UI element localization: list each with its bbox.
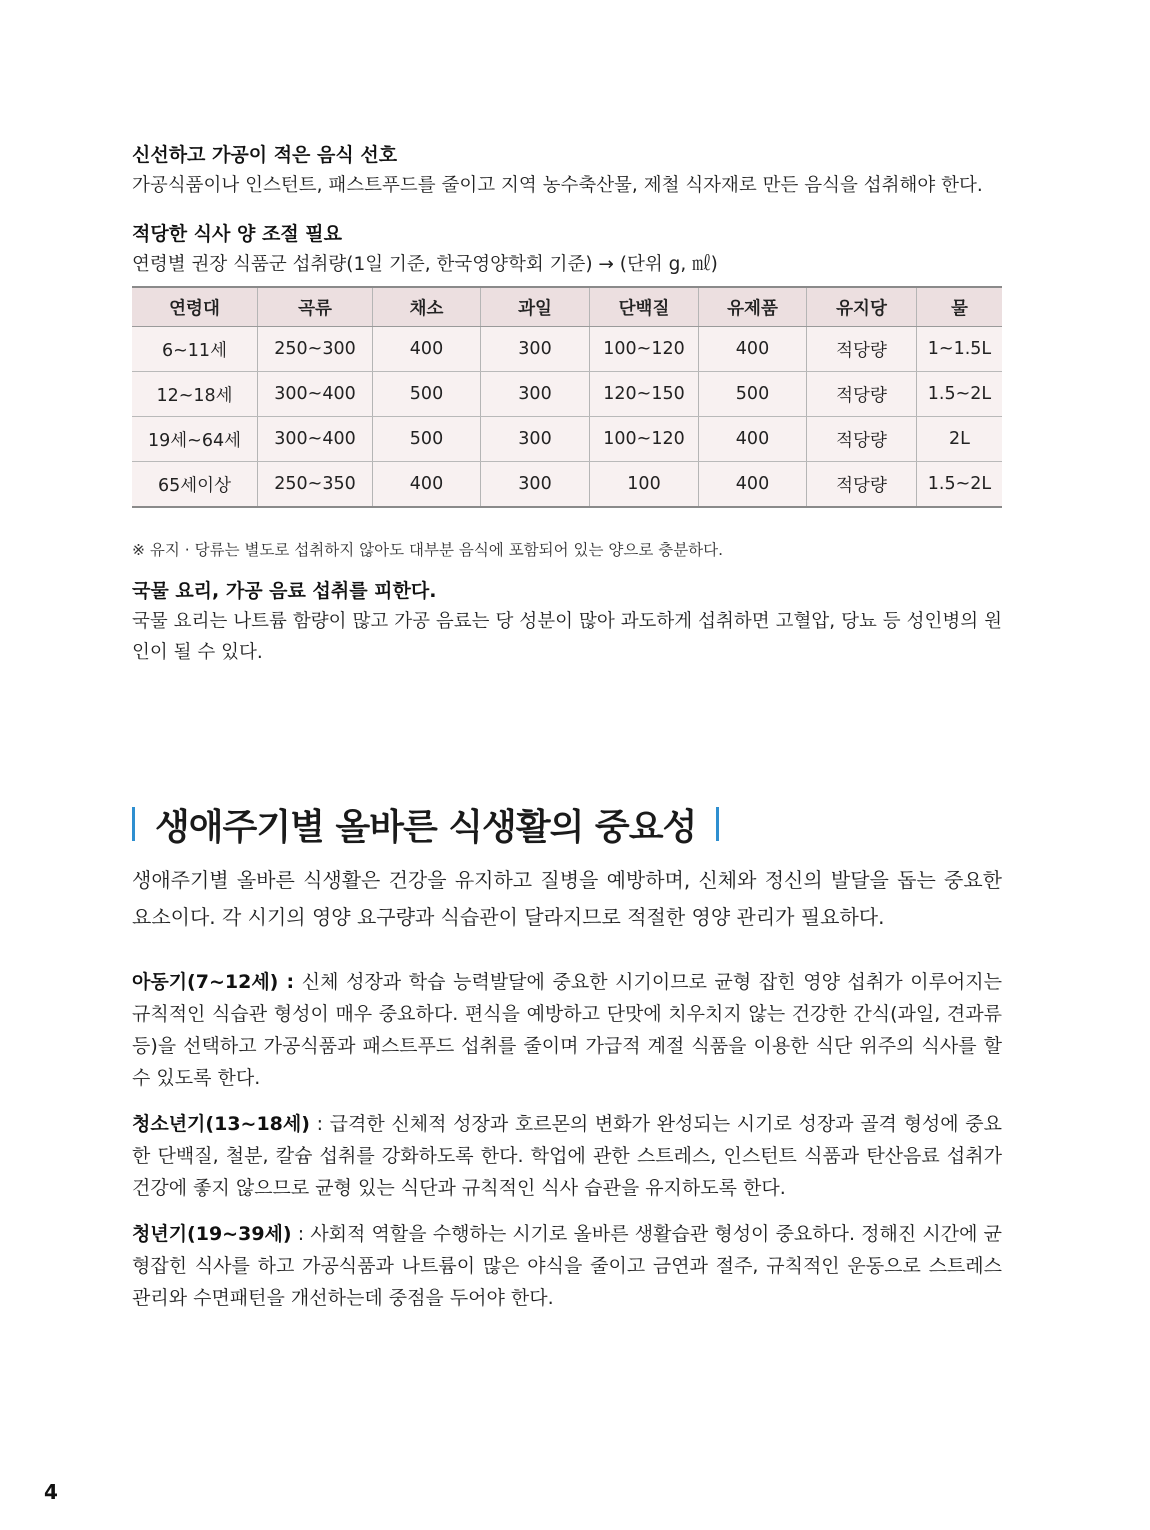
table-header-cell: 연령대 [132, 287, 258, 327]
stage-label: 청소년기(13~18세) [132, 1113, 310, 1135]
table-cell: 6~11세 [132, 327, 258, 372]
table-cell: 100~120 [590, 327, 699, 372]
table-cell: 300 [481, 372, 590, 417]
table-cell: 100~120 [590, 417, 699, 462]
title-left-bar [132, 807, 135, 841]
soup-drink-text: 국물 요리는 나트륨 함량이 많고 가공 음료는 당 성분이 많아 과도하게 섭취하면 고혈압, 당뇨 등 성인병의 원인이 될 수 있다. [132, 611, 1002, 663]
table-header-cell: 채소 [373, 287, 481, 327]
table-footnote: ※ 유지 · 당류는 별도로 섭취하지 않아도 대부분 음식에 포함되어 있는 양으로 충분하다. [132, 541, 724, 559]
table-header-cell: 단백질 [590, 287, 699, 327]
table-cell: 2L [917, 417, 1003, 462]
table-cell: 19세~64세 [132, 417, 258, 462]
table-cell: 500 [699, 372, 807, 417]
stage-label: 청년기(19~39세) [132, 1223, 292, 1245]
intake-table-caption: 연령별 권장 식품군 섭취량(1일 기준, 한국영양학회 기준) → (단위 g, ㎖) [132, 254, 718, 275]
stage-text: : 사회적 역할을 수행하는 시기로 올바른 생활습관 형성이 중요하다. 정해진 시간에 균형잡힌 식사를 하고 가공식품과 나트륨이 많은 야식을 줄이고 금연과 절주, 규칙적인 운동으로 스트레스 관리와 수면패턴을 개선하는데 중점을 두어야 한다. [132, 1223, 1002, 1309]
table-row [132, 327, 1002, 372]
table-cell: 300 [481, 417, 590, 462]
fresh-food-block [132, 140, 1002, 201]
table-header-cell: 과일 [481, 287, 590, 327]
table-cell: 400 [699, 417, 807, 462]
table-cell: 300~400 [258, 417, 373, 462]
table-cell: 65세이상 [132, 462, 258, 508]
upper-content [132, 140, 1002, 686]
meal-amount-heading: 적당한 식사 양 조절 필요 [132, 223, 342, 245]
table-row [132, 462, 1002, 508]
stage-text: 신체 성장과 학습 능력발달에 중요한 시기이므로 균형 잡힌 영양 섭취가 이루어지는 규칙적인 식습관 형성이 매우 중요하다. 편식을 예방하고 단맛에 치우치지 않는 건강한 간식(과일, 견과류 등)을 선택하고 가공식품과 패스트푸드 섭취를 줄이며 가급적 계절 식품을 이용한 식단 위주의 식사를 할 수 있도록 한다. [132, 971, 1002, 1089]
fresh-food-text: 가공식품이나 인스턴트, 패스트푸드를 줄이고 지역 농수축산물, 제철 식자재로 만든 음식을 섭취해야 한다. [132, 175, 983, 196]
table-cell: 적당량 [807, 417, 917, 462]
table-cell: 400 [699, 462, 807, 508]
meal-amount-block [132, 219, 1002, 560]
page-number: 4 [44, 1480, 58, 1504]
table-cell: 300 [481, 462, 590, 508]
table-cell: 1~1.5L [917, 327, 1003, 372]
table-cell: 1.5~2L [917, 462, 1003, 508]
table-header-cell: 유제품 [699, 287, 807, 327]
table-cell: 400 [373, 462, 481, 508]
table-cell: 적당량 [807, 327, 917, 372]
table-cell: 1.5~2L [917, 372, 1003, 417]
table-cell: 적당량 [807, 462, 917, 508]
stage-adolescence [132, 1108, 1002, 1204]
stage-young-adult [132, 1218, 1002, 1314]
table-cell: 250~350 [258, 462, 373, 508]
table-cell: 250~300 [258, 327, 373, 372]
section-title-text: 생애주기별 올바른 식생활의 중요성 [155, 806, 697, 848]
section-title [132, 796, 719, 852]
table-header-cell: 물 [917, 287, 1003, 327]
fresh-food-heading: 신선하고 가공이 적은 음식 선호 [132, 144, 398, 166]
table-cell: 500 [373, 417, 481, 462]
soup-drink-block [132, 576, 1002, 668]
table-cell: 300~400 [258, 372, 373, 417]
table-row [132, 372, 1002, 417]
table-cell: 400 [699, 327, 807, 372]
table-cell: 100 [590, 462, 699, 508]
soup-drink-heading: 국물 요리, 가공 음료 섭취를 피한다. [132, 580, 437, 602]
stage-childhood [132, 966, 1002, 1094]
life-cycle-intro: 생애주기별 올바른 식생활은 건강을 유지하고 질병을 예방하며, 신체와 정신의 발달을 돕는 중요한 요소이다. 각 시기의 영양 요구량과 식습관이 달라지므로 적절한 영양 관리가 필요하다. [132, 868, 1002, 929]
table-cell: 400 [373, 327, 481, 372]
table-header-cell: 유지당 [807, 287, 917, 327]
table-cell: 12~18세 [132, 372, 258, 417]
stage-text: : 급격한 신체적 성장과 호르몬의 변화가 완성되는 시기로 성장과 골격 형성에 중요한 단백질, 철분, 칼슘 섭취를 강화하도록 한다. 학업에 관한 스트레스, 인스턴트 식품과 탄산음료 섭취가 건강에 좋지 않으므로 균형 있는 식단과 규칙적인 식사 습관을 유지하도록 한다. [132, 1113, 1002, 1199]
table-header-cell: 곡류 [258, 287, 373, 327]
table-header-row [132, 287, 1002, 327]
table-cell: 500 [373, 372, 481, 417]
table-cell: 적당량 [807, 372, 917, 417]
intake-table [132, 286, 1002, 508]
table-cell: 300 [481, 327, 590, 372]
title-right-bar [716, 807, 719, 841]
table-row [132, 417, 1002, 462]
stage-label: 아동기(7~12세) : [132, 971, 295, 993]
life-cycle-body [132, 862, 1002, 1328]
table-cell: 120~150 [590, 372, 699, 417]
